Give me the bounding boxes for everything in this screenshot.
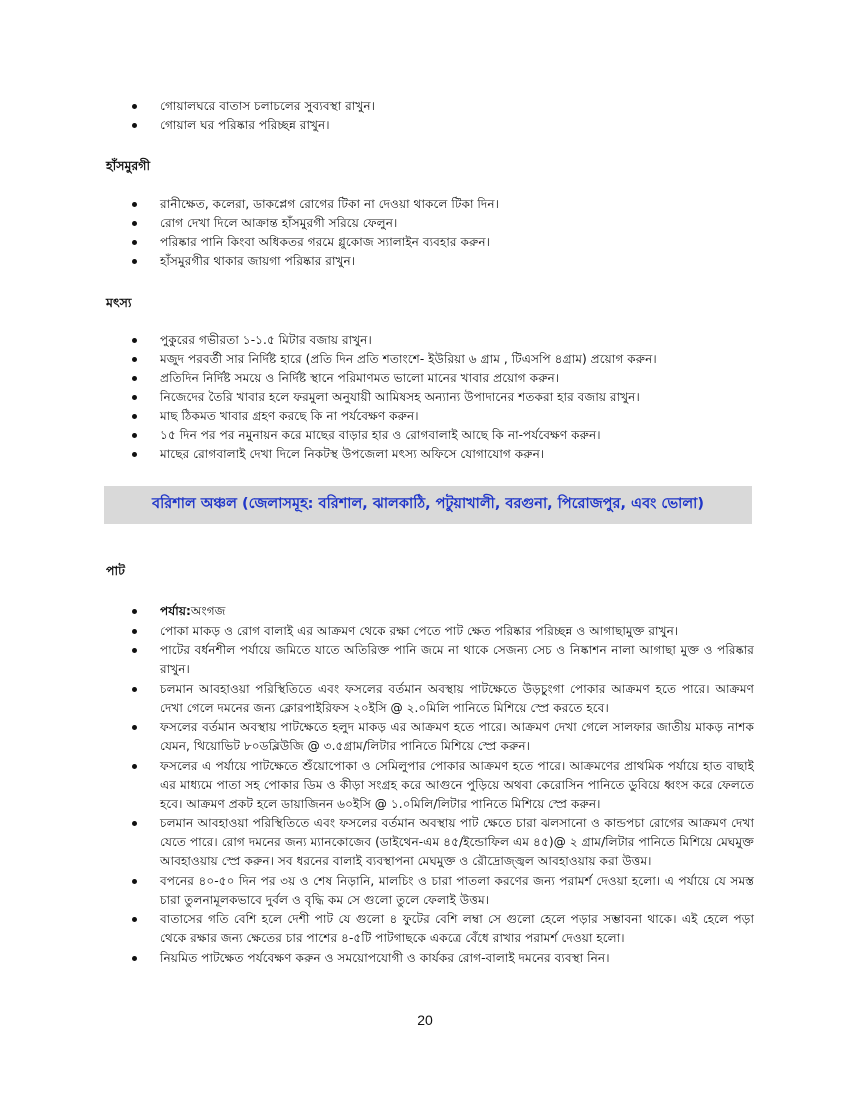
list-item: ফসলের বর্তমান অবস্থায় পাটক্ষেতে হলুদ মাকড় এর আক্রমণ হতে পারে। আক্রমণ দেখা গেলে সালফার জাতীয় মাকড় নাশক যেমন, থিয়োভিট ৮০ডব্লিউজি @ ৩.৫গ্রাম/লিটার পানিতে মিশিয়ে স্প্রে করুন।: [104, 718, 754, 756]
bullet-icon: [132, 433, 137, 438]
list-item: ১৫ দিন পর পর নমুনায়ন করে মাছের বাড়ার হার ও রোগবালাই আছে কি না-পর্যবেক্ষণ করুন।: [104, 426, 754, 445]
bullet-icon: [132, 357, 137, 362]
bullet-icon: [132, 764, 137, 769]
list-item: হাঁসমুরগীর থাকার জায়গা পরিষ্কার রাখুন।: [104, 252, 754, 271]
poultry-section: [104, 195, 754, 271]
bullet-icon: [132, 123, 137, 128]
bullet-icon: [132, 687, 137, 692]
list-item: পরিষ্কার পানি কিংবা অধিকতর গরমে গ্লুকোজ স্যালাইন ব্যবহার করুন।: [104, 233, 754, 252]
jute-section: [104, 602, 754, 968]
bullet-icon: [132, 202, 137, 207]
list-item: রানীক্ষেত, কলেরা, ডাকপ্লেগ রোগের টিকা না দেওয়া থাকলে টিকা দিন।: [104, 195, 754, 214]
list-item: নিজেদের তৈরি খাবার হলে ফরমুলা অনুযায়ী আমিষসহ অন্যান্য উপাদানের শতকরা হার বজায় রাখুন।: [104, 388, 754, 407]
jute-heading: পাট: [106, 563, 125, 578]
jute-bullet-list: [104, 602, 754, 968]
bullet-icon: [132, 609, 137, 614]
bullet-icon: [132, 821, 137, 826]
page-number: 20: [417, 1012, 433, 1028]
fisheries-section: [104, 331, 754, 464]
poultry-heading: হাঁসমুরগী: [106, 158, 151, 173]
list-item: পাটের বর্ধনশীল পর্যায়ে জমিতে যাতে অতিরিক্ত পানি জমে না থাকে সেজন্য সেচ ও নিষ্কাশন নালা আগাছা মুক্ত ও পরিষ্কার রাখুন।: [104, 641, 754, 679]
fisheries-heading: মৎস্য: [106, 295, 132, 310]
bullet-icon: [132, 648, 137, 653]
list-item: মজুদ পরবর্তী সার নির্দিষ্ট হারে (প্রতি দিন প্রতি শতাংশে- ইউরিয়া ৬ গ্রাম , টিএসপি ৪গ্রাম) প্রয়োগ করুন।: [104, 350, 754, 369]
list-item: মাছ ঠিকমত খাবার গ্রহণ করছে কি না পর্যবেক্ষণ করুন।: [104, 407, 754, 426]
bullet-icon: [132, 452, 137, 457]
list-item: রোগ দেখা দিলে আক্রান্ত হাঁসমুরগী সরিয়ে ফেলুন।: [104, 214, 754, 233]
list-item: পোকা মাকড় ও রোগ বালাই এর আক্রমণ থেকে রক্ষা পেতে পাট ক্ষেত পরিষ্কার পরিচ্ছন্ন ও আগাছামুক্ত রাখুন।: [104, 622, 754, 641]
list-item: প্রতিদিন নির্দিষ্ট সময়ে ও নির্দিষ্ট স্থানে পরিমাণমত ভালো মানের খাবার প্রয়োগ করুন।: [104, 369, 754, 388]
fisheries-bullet-list: [104, 331, 754, 464]
bullet-icon: [132, 104, 137, 109]
list-item: মাছের রোগবালাই দেখা দিলে নিকটস্থ উপজেলা মৎস্য অফিসে যোগাযোগ করুন।: [104, 445, 754, 464]
bullet-icon: [132, 725, 137, 730]
stage-label: পর্যায়:: [160, 604, 191, 618]
list-item: ফসলের এ পর্যায়ে পাটক্ষেতে শুঁয়োপোকা ও সেমিলুপার পোকার আক্রমণ হতে পারে। আক্রমণের প্রাথমিক পর্যায়ে হাত বাছাই এর মাধ্যমে পাতা সহ পোকার ডিম ও কীড়া সংগ্রহ করে আগুনে পুড়িয়ে অথবা কেরোসিন পানিতে ডুবিয়ে ধ্বংস করে ফেলতে হবে। আক্রমণ প্রকট হলে ডায়াজিনন ৬০ইসি @ ১.০মিলি/লিটার পানিতে মিশিয়ে স্প্রে করুন।: [104, 757, 754, 814]
bullet-icon: [132, 879, 137, 884]
bullet-icon: [132, 917, 137, 922]
cattle-list-continued: [104, 97, 754, 135]
bullet-icon: [132, 221, 137, 226]
bullet-icon: [132, 395, 137, 400]
list-item: চলমান আবহাওয়া পরিস্থিতিতে এবং ফসলের বর্তমান অবস্থায় পাটক্ষেতে উড়চুংগা পোকার আক্রমণ হতে পারে। আক্রমণ দেখা গেলে দমনের জন্য ক্লোরপাইরিফস ২০ইসি @ ২.০মিলি পানিতে মিশিয়ে স্প্রে করতে হবে।: [104, 680, 754, 718]
bullet-icon: [132, 259, 137, 264]
cattle-bullet-list: [104, 97, 754, 135]
region-banner-title: বরিশাল অঞ্চল (জেলাসমূহ: বরিশাল, ঝালকাঠি, পটুয়াখালী, বরগুনা, পিরোজপুর, এবং ভোলা): [152, 496, 704, 512]
bullet-icon: [132, 956, 137, 961]
bullet-icon: [132, 338, 137, 343]
region-banner: [104, 486, 752, 524]
stage-value: অংগজ: [190, 604, 226, 618]
bullet-icon: [132, 414, 137, 419]
list-item: বাতাসের গতি বেশি হলে দেশী পাট যে গুলো ৪ ফুটের বেশি লম্বা সে গুলো হেলে পড়ার সম্ভাবনা থাকে। এই হেলে পড়া থেকে রক্ষার জন্য ক্ষেতের চার পাশের ৪-৫টি পাটগাছকে একত্রে বেঁধে রাখার পরামর্শ দেওয়া হলো।: [104, 910, 754, 948]
list-item: গোয়াল ঘর পরিষ্কার পরিচ্ছন্ন রাখুন।: [104, 116, 754, 135]
bullet-icon: [132, 376, 137, 381]
list-item: [104, 602, 754, 621]
poultry-bullet-list: [104, 195, 754, 271]
list-item: বপনের ৪০-৫০ দিন পর ৩য় ও শেষ নিড়ানি, মালচিং ও চারা পাতলা করণের জন্য পরামর্শ দেওয়া হলো। এ পর্যায়ে যে সমস্ত চারা তুলনামূলকভাবে দুর্বল ও বৃদ্ধি কম সে গুলো তুলে ফেলাই উত্তম।: [104, 872, 754, 910]
list-item: চলমান আবহাওয়া পরিস্থিতিতে এবং ফসলের বর্তমান অবস্থায় পাট ক্ষেতে চারা ঝলসানো ও কান্ডপচা রোগের আক্রমণ দেখা যেতে পারে। রোগ দমনের জন্য ম্যানকোজেব (ডাইথেন-এম ৪৫/ইন্ডোফিল এম ৪৫)@ ২ গ্রাম/লিটার পানিতে মিশিয়ে মেঘমুক্ত আবহাওয়ায় স্প্রে করুন। সব ধরনের বালাই ব্যবস্থাপনা মেঘমুক্ত ও রৌদ্রোজ্জ্বল আবহাওয়ায় করা উত্তম।: [104, 814, 754, 871]
bullet-icon: [132, 240, 137, 245]
list-item: গোয়ালঘরে বাতাস চলাচলের সুব্যবস্থা রাখুন।: [104, 97, 754, 116]
bullet-icon: [132, 629, 137, 634]
list-item: নিয়মিত পাটক্ষেত পর্যবেক্ষণ করুন ও সময়োপযোগী ও কার্যকর রোগ-বালাই দমনের ব্যবস্থা নিন।: [104, 949, 754, 968]
list-item: পুকুরের গভীরতা ১-১.৫ মিটার বজায় রাখুন।: [104, 331, 754, 350]
